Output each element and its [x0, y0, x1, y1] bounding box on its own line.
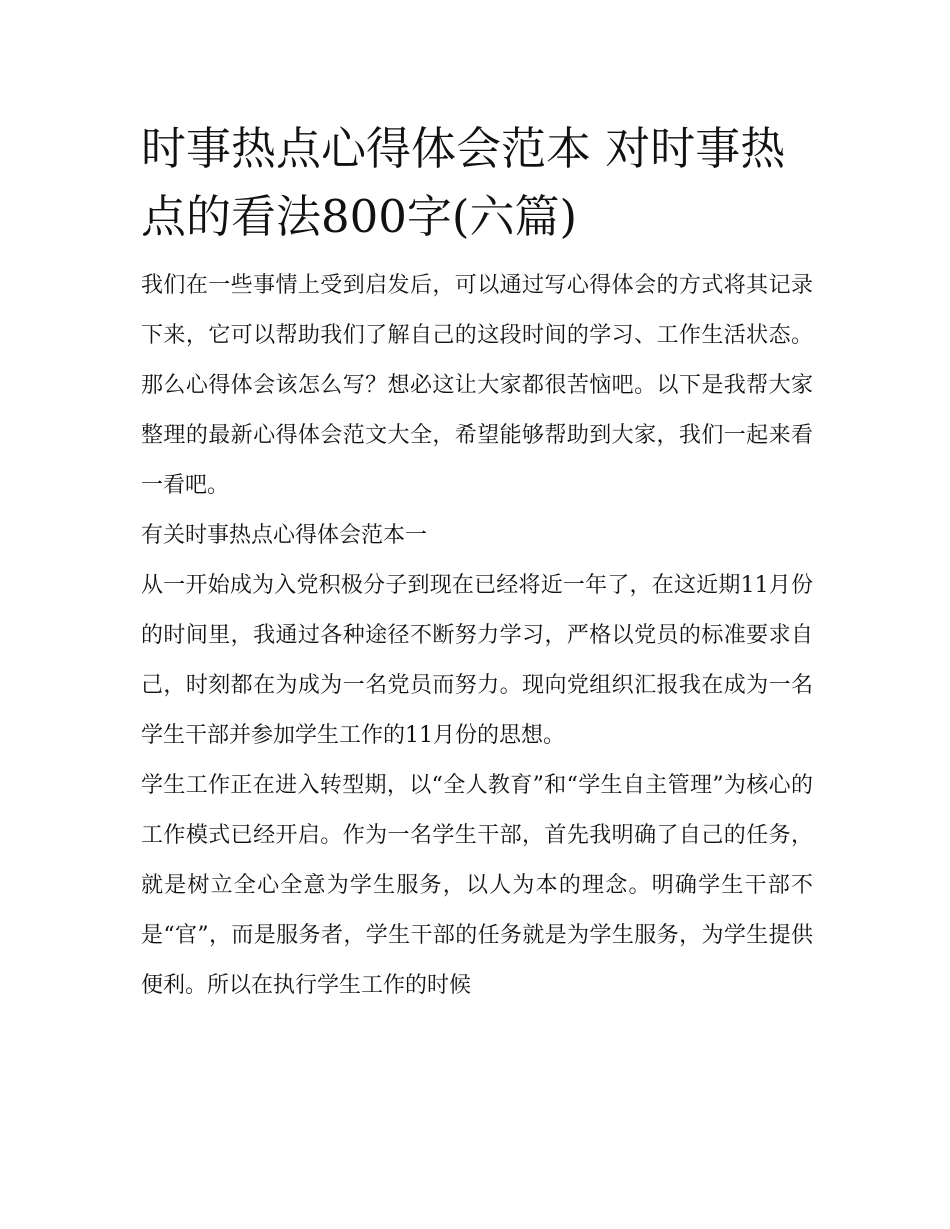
intro-paragraph: 我们在一些事情上受到启发后，可以通过写心得体会的方式将其记录下来，它可以帮助我们了解自己的这段时间的学习、工作生活状态。那么心得体会该怎么写？想必这让大家都很苦恼吧。以下是我帮大家整理的最新心得体会范文大全，希望能够帮助到大家，我们一起来看一看吧。 — [141, 273, 813, 498]
section-heading: 有关时事热点心得体会范本一 — [141, 523, 428, 548]
body-paragraph: 从一开始成为入党积极分子到现在已经将近一年了，在这近期11月份的时间里，我通过各种途径不断努力学习，严格以党员的标准要求自己，时刻都在为成为一名党员而努力。现向党组织汇报我在成为一名学生干部并参加学生工作的11月份的思想。 — [141, 573, 813, 748]
document-title: 时事热点心得体会范本 对时事热点的看法800字(六篇) — [141, 122, 786, 243]
body-paragraph: 学生工作正在进入转型期，以“全人教育”和“学生自主管理”为核心的工作模式已经开启。作为一名学生干部，首先我明确了自己的任务，就是树立全心全意为学生服务，以人为本的理念。明确学生干部不是“官”，而是服务者，学生干部的任务就是为学生服务，为学生提供便利。所以在执行学生工作的时候 — [141, 773, 813, 998]
document-body — [141, 115, 813, 1011]
